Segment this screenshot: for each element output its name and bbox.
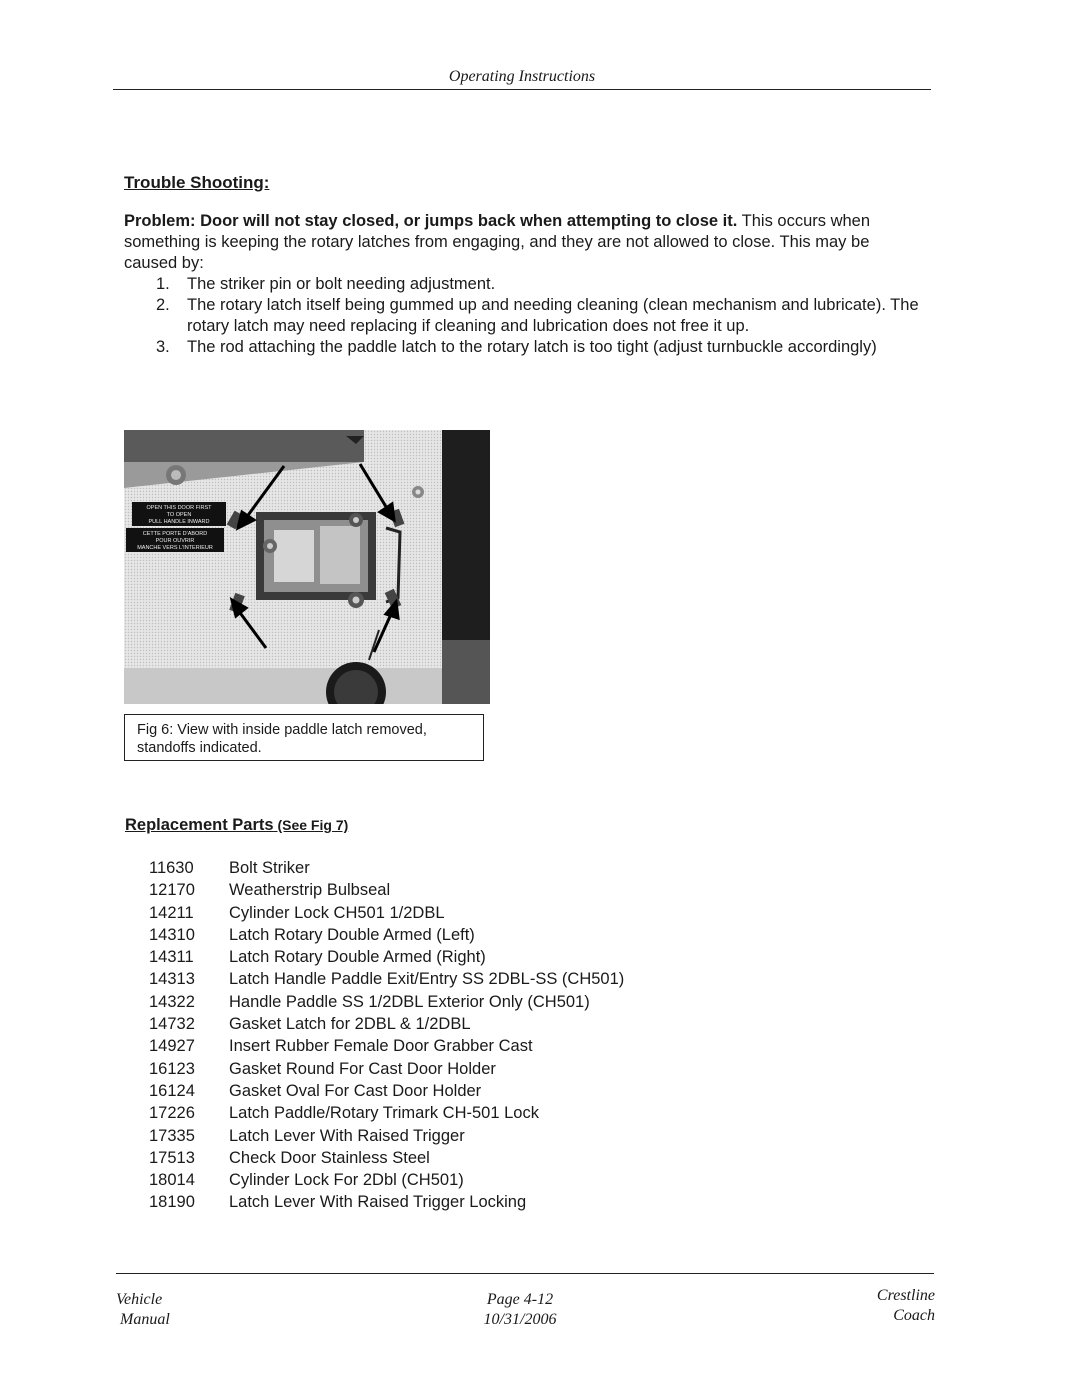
part-number: 14311 <box>149 948 194 967</box>
sticker-fr-line: POUR OUVRIR <box>155 538 195 544</box>
part-description: Latch Paddle/Rotary Trimark CH-501 Lock <box>229 1104 539 1123</box>
part-number: 11630 <box>149 859 194 877</box>
header-rule <box>113 89 931 90</box>
part-row <box>140 902 700 924</box>
part-row <box>140 1080 700 1102</box>
part-number: 14211 <box>149 903 194 922</box>
part-description: Latch Lever With Raised Trigger Locking <box>229 1193 527 1212</box>
part-row <box>140 991 700 1013</box>
cause-item <box>124 274 944 295</box>
part-row <box>140 968 700 990</box>
part-description: Bolt Striker <box>229 859 310 877</box>
part-row <box>140 879 700 901</box>
footer-right-line: Coach <box>893 1307 935 1324</box>
part-description: Latch Rotary Double Armed (Right) <box>229 948 486 967</box>
problem-description: This occurs when something is keeping the rotary latches from engaging, and they are not allowed to close. This may be caused by: <box>124 212 871 272</box>
sticker-en-line: OPEN THIS DOOR FIRST <box>146 505 212 511</box>
part-number: 16124 <box>149 1081 195 1100</box>
cause-text: The striker pin or bolt needing adjustment. <box>187 275 496 293</box>
sticker-fr-line: MANCHE VERS L'INTERIEUR <box>137 545 213 551</box>
parts-heading-text: Replacement Parts <box>125 816 274 834</box>
part-row <box>140 1058 700 1080</box>
page-number: Page 4-12 <box>486 1291 554 1308</box>
sticker-en-line: PULL HANDLE INWARD <box>148 519 210 525</box>
part-number: 17513 <box>149 1148 195 1167</box>
part-number: 12170 <box>149 881 195 900</box>
revision-date: 10/31/2006 <box>483 1311 557 1328</box>
cause-text: The rod attaching the paddle latch to the rotary latch is too tight (adjust turnbuckle accordingly) <box>187 338 877 356</box>
part-row <box>140 1125 700 1147</box>
latch-photo <box>124 430 490 704</box>
part-description: Weatherstrip Bulbseal <box>229 881 391 900</box>
part-row <box>140 946 700 968</box>
part-number: 14732 <box>149 1015 195 1034</box>
footer-left-line: Manual <box>120 1311 170 1328</box>
part-row <box>140 1169 700 1191</box>
replacement-parts-heading <box>125 816 348 835</box>
footer-rule <box>116 1273 934 1274</box>
problem-paragraph <box>124 211 924 274</box>
footer-page-info <box>470 1290 570 1330</box>
part-description: Insert Rubber Female Door Grabber Cast <box>229 1037 533 1056</box>
part-description: Gasket Latch for 2DBL & 1/2DBL <box>229 1015 471 1034</box>
cause-item <box>124 295 944 337</box>
part-row <box>140 1013 700 1035</box>
part-row <box>140 857 700 879</box>
part-number: 17335 <box>149 1126 195 1145</box>
sticker-en-line: TO OPEN <box>166 512 192 518</box>
part-description: Check Door Stainless Steel <box>229 1148 430 1167</box>
parts-list <box>140 857 700 1214</box>
footer-right-line: Crestline <box>876 1287 935 1304</box>
part-description: Gasket Round For Cast Door Holder <box>229 1059 496 1078</box>
trouble-shooting-heading: Trouble Shooting: <box>124 173 270 192</box>
part-row <box>140 1191 700 1213</box>
causes-list <box>124 274 944 358</box>
cause-number: 1. <box>156 275 170 293</box>
cause-number: 2. <box>156 296 170 314</box>
part-description: Cylinder Lock For 2Dbl (CH501) <box>229 1171 464 1190</box>
sticker-fr-line: CETTE PORTE D'ABORD <box>142 531 208 537</box>
part-number: 17226 <box>149 1104 195 1123</box>
part-description: Gasket Oval For Cast Door Holder <box>229 1081 482 1100</box>
part-row <box>140 924 700 946</box>
part-description: Handle Paddle SS 1/2DBL Exterior Only (CH501) <box>229 992 590 1011</box>
part-number: 14310 <box>149 925 195 944</box>
cause-item <box>124 337 944 358</box>
part-number: 18190 <box>149 1193 195 1212</box>
part-number: 16123 <box>149 1059 195 1078</box>
cause-text: The rotary latch itself being gummed up and needing cleaning (clean mechanism and lubricate). The rotary latch may need replacing if cleaning and lubrication does not free it up. <box>187 296 919 335</box>
part-number: 14313 <box>149 970 195 989</box>
parts-heading-reference: (See Fig 7) <box>273 817 349 833</box>
part-number: 14322 <box>149 992 195 1011</box>
part-row <box>140 1147 700 1169</box>
part-row <box>140 1102 700 1124</box>
page-header-title: Operating Instructions <box>448 68 596 85</box>
part-description: Latch Handle Paddle Exit/Entry SS 2DBL-SS (CH501) <box>229 970 625 989</box>
part-description: Latch Rotary Double Armed (Left) <box>229 925 475 944</box>
part-number: 14927 <box>149 1037 195 1056</box>
latch-photo-drawing <box>124 430 490 704</box>
part-description: Latch Lever With Raised Trigger <box>229 1126 465 1145</box>
footer-company <box>840 1286 935 1326</box>
footer-left-line: Vehicle <box>116 1291 163 1308</box>
part-row <box>140 1035 700 1057</box>
part-description: Cylinder Lock CH501 1/2DBL <box>229 903 445 922</box>
problem-statement: Problem: Door will not stay closed, or jumps back when attempting to close it. <box>124 212 738 230</box>
part-number: 18014 <box>149 1171 195 1190</box>
footer-manual-name <box>116 1290 170 1330</box>
figure-caption: Fig 6: View with inside paddle latch removed, standoffs indicated. <box>124 714 484 761</box>
cause-number: 3. <box>156 338 170 356</box>
